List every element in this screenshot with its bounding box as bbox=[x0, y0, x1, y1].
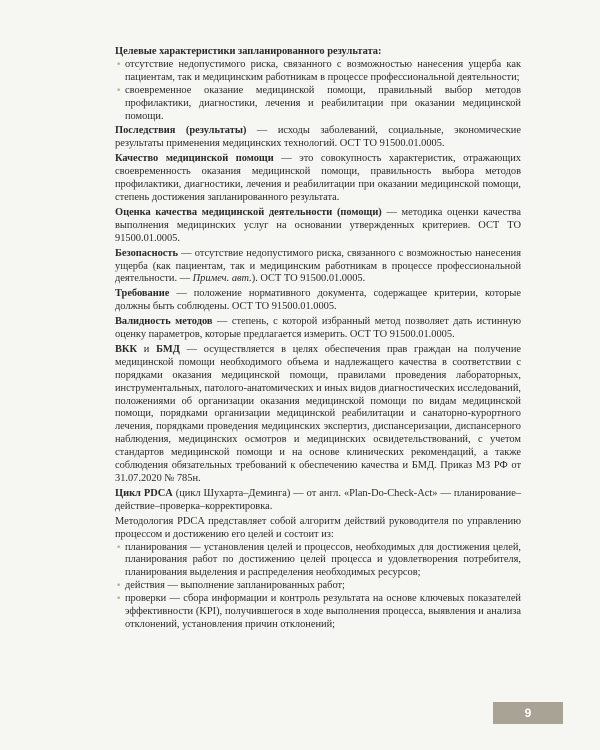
bullet-icon: • bbox=[116, 594, 122, 605]
term: Требование bbox=[115, 288, 170, 300]
page-body bbox=[115, 46, 521, 632]
section-heading: Целевые характеристики запланированного результата: bbox=[115, 46, 382, 57]
term: ВКК bbox=[115, 343, 137, 355]
author-note: Примеч. авт. bbox=[192, 273, 252, 285]
page-number: 9 bbox=[493, 702, 563, 724]
bullet-icon: • bbox=[116, 581, 122, 592]
term: Безопасность bbox=[115, 247, 178, 259]
list-item: • отсутствие недопустимого риска, связанного с возможностью нанесения ущерба как пациентам, так и медицинским работникам в процессе профессиональной деятельности; bbox=[116, 58, 521, 83]
list-item: • проверки — сбора информации и контроль результата на основе ключевых показателей эффективности (KPI), получившегося в ходе выполнения процесса, выявления и анализа отклонений, установления причин отклонений; bbox=[116, 593, 521, 630]
list-item: • действия — выполнение запланированных работ; bbox=[116, 580, 345, 592]
term: Цикл PDCA bbox=[115, 487, 173, 499]
definition-paragraph: Цикл PDCA (цикл Шухарта–Деминга) — от англ. «Plan-Do-Check-Act» — планирование–действие–проверка–корректировка. bbox=[115, 487, 522, 512]
body-paragraph: Методология PDCA представляет собой алгоритм действий руководителя по управлению процессом и достижению его целей и состоит из: bbox=[115, 515, 521, 540]
list-item: • своевременное оказание медицинской помощи, правильный выбор методов профилактики, диагностики, лечения и реабилитации при оказании медицинской помощи. bbox=[116, 84, 521, 122]
definition-paragraph: Качество медицинской помощи — это совокупность характеристик, отражающих своевременность оказания медицинской помощи, правильность выбора методов профилактики, диагностики, лечения и реабилитации при оказании медицинской помощи, степень достижения запланированного результата. bbox=[115, 153, 521, 203]
definition-paragraph: ВКК и БМД — осуществляется в целях обеспечения прав граждан на получение медицинской помощи необходимого объема и надлежащего качества в соответствии с порядками оказания медицинской помощи, правилами проведения лабораторных, инструментальных, патолого-анатомических и иных видов диагностических исследований, положениями об организации оказания медицинской помощи по видам медицинской помощи, порядками организации медицинской реабилитации и санаторно-курортного лечения, порядками проведения медицинских экспертиз, диспансеризации, диспансерного наблюдения, медицинских осмотров и медицинских освидетельствований, с учетом стандартов медицинской помощи и на основе клинических рекомендаций, а также соблюдения обязательных требований к обеспечению качества и БМД. Приказ МЗ РФ от 31.07.2020 № 785н. bbox=[115, 343, 521, 484]
term: Качество медицинской помощи bbox=[115, 153, 274, 165]
definition-paragraph: Последствия (результаты) — исходы заболеваний, социальные, экономические результаты применения медицинских технологий. ОСТ ТО 91500.01.0005. bbox=[115, 125, 521, 150]
definition-paragraph: Требование — положение нормативного документа, содержащее критерии, которые должны быть соблюдены. ОСТ ТО 91500.01.0005. bbox=[115, 288, 521, 313]
bullet-icon: • bbox=[116, 59, 122, 70]
definition-paragraph: Оценка качества медицинской деятельности (помощи) — методика оценки качества выполнения медицинских услуг на основании утвержденных критериев. ОСТ ТО 91500.01.0005. bbox=[115, 206, 521, 244]
term: БМД bbox=[156, 343, 180, 355]
term: Оценка качества медицинской деятельности (помощи) bbox=[115, 206, 382, 218]
term: Валидность методов bbox=[115, 316, 213, 328]
list-item: • планирования — установления целей и процессов, необходимых для достижения целей, планирования работ по достижению целей процесса и удовлетворения потребителя, планирования выделения и распределения необходимых ресурсов; bbox=[116, 541, 521, 579]
bullet-icon: • bbox=[116, 542, 122, 553]
bullet-icon: • bbox=[116, 85, 122, 96]
definition-paragraph: Валидность методов — степень, с которой избранный метод позволяет дать истинную оценку параметров, которые предлагается измерить. ОСТ ТО 91500.01.0005. bbox=[115, 316, 522, 341]
term: Последствия (результаты) bbox=[115, 125, 247, 137]
definition-paragraph: Безопасность — отсутствие недопустимого риска, связанного с возможностью нанесения ущерба (как пациентам, так и медицинским работникам в процессе профессиональной деятельности. — Примеч. авт.). ОСТ ТО 91500.01.0005. bbox=[115, 247, 521, 285]
